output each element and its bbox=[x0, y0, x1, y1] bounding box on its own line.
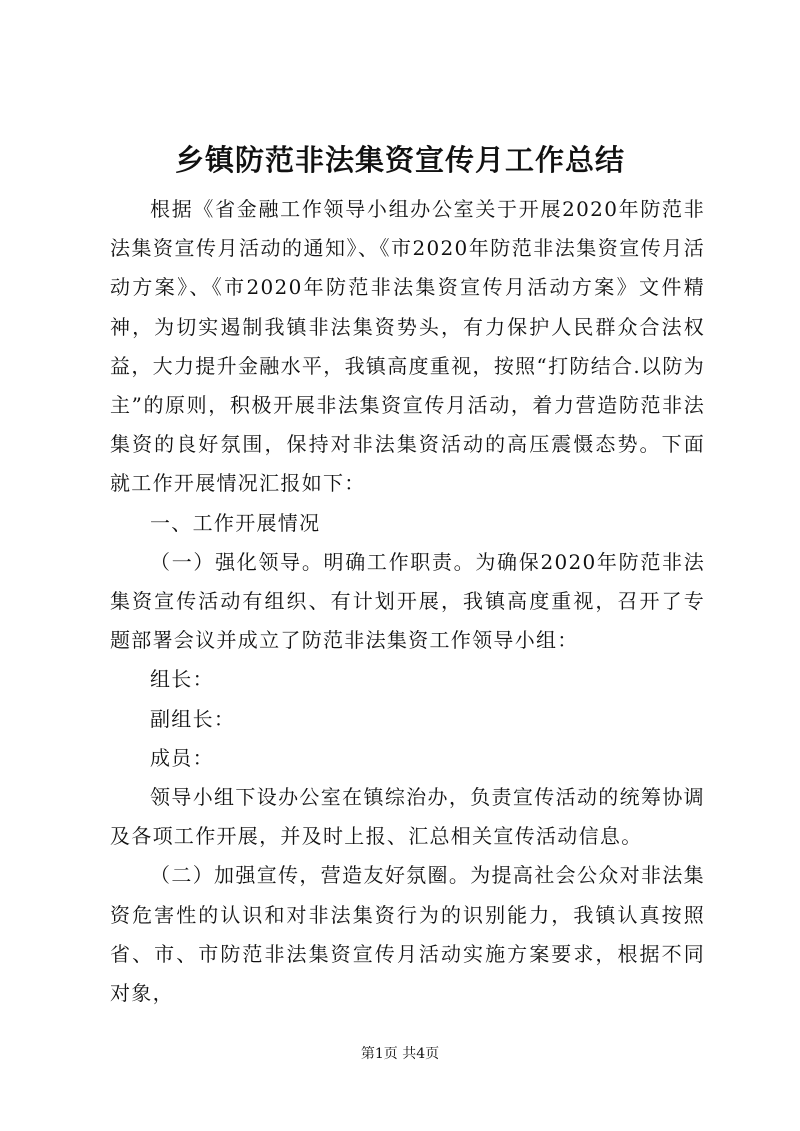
paragraph-publicity: （二）加强宣传，营造友好氛圈。为提高社会公众对非法集资危害性的认识和对非法集资行为的识别能力，我镇认真按照省、市、市防范非法集资宣传月活动实施方案要求，根据不同对象， bbox=[110, 863, 705, 1006]
paragraph-intro: 根据《省金融工作领导小组办公室关于开展2020年防范非法集资宣传月活动的通知》、《市2020年防范非法集资宣传月活动方案》、《市2020年防范非法集资宣传月活动方案》文件精神，为切实遏制我镇非法集资势头，有力保护人民群众合法权益，大力提升金融水平，我镇高度重视，按照“打防结合.以防为主”的原则，积极开展非法集资宣传月活动，着力营造防范非法集资的良好氛围，保持对非法集资活动的高压震慑态势。下面就工作开展情况汇报如下： bbox=[110, 197, 706, 496]
document-title: 乡镇防范非法集资宣传月工作总结 bbox=[174, 143, 625, 177]
leader-line: 组长： bbox=[150, 667, 214, 692]
deputy-leader-line: 副组长： bbox=[150, 706, 236, 731]
paragraph-office: 领导小组下设办公室在镇综治办，负责宣传活动的统筹协调及各项工作开展，并及时上报、汇总相关宣传活动信息。 bbox=[110, 785, 705, 849]
paragraph-leadership: （一）强化领导。明确工作职责。为确保2020年防范非法集资宣传活动有组织、有计划开展，我镇高度重视，召开了专题部署会议并成立了防范非法集资工作领导小组： bbox=[110, 549, 705, 653]
page-footer: 第1页 共4页 bbox=[360, 1046, 440, 1062]
members-line: 成员： bbox=[150, 745, 214, 770]
document-body bbox=[110, 190, 705, 1013]
section-heading-work-status: 一、工作开展情况 bbox=[150, 510, 321, 535]
